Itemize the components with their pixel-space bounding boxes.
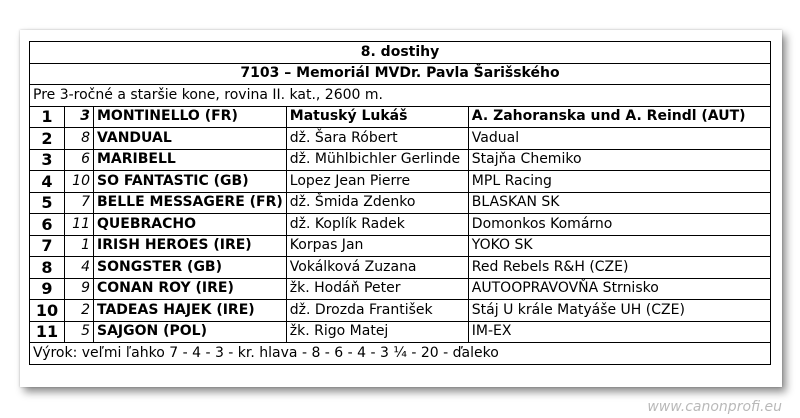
horse-name-cell: VANDUAL: [94, 128, 287, 150]
owner-cell: Stajňa Chemiko: [468, 149, 770, 171]
start-number-cell: 5: [65, 321, 94, 343]
result-row: [30, 235, 771, 257]
result-row: [30, 300, 771, 322]
position-cell: 2: [30, 128, 65, 150]
position-cell: 7: [30, 235, 65, 257]
start-number-cell: 10: [65, 171, 94, 193]
owner-cell: MPL Racing: [468, 171, 770, 193]
start-number-cell: 9: [65, 278, 94, 300]
result-row: [30, 192, 771, 214]
position-cell: 4: [30, 171, 65, 193]
race-name: 7103 – Memoriál MVDr. Pavla Šarišského: [30, 63, 771, 85]
jockey-cell: dž. Drozda František: [286, 300, 468, 322]
result-row: [30, 343, 771, 365]
owner-cell: Red Rebels R&H (CZE): [468, 257, 770, 279]
race-title: 8. dostihy: [30, 42, 771, 64]
horse-name-cell: BELLE MESSAGERE (FR): [94, 192, 287, 214]
owner-cell: Domonkos Komárno: [468, 214, 770, 236]
jockey-cell: Lopez Jean Pierre: [286, 171, 468, 193]
position-cell: 5: [30, 192, 65, 214]
owner-cell: Stáj U krále Matyáše UH (CZE): [468, 300, 770, 322]
result-row: [30, 257, 771, 279]
owner-cell: A. Zahoranska und A. Reindl (AUT): [468, 106, 770, 128]
jockey-cell: žk. Rigo Matej: [286, 321, 468, 343]
owner-cell: BLASKAN SK: [468, 192, 770, 214]
owner-cell: Vadual: [468, 128, 770, 150]
horse-name-cell: TADEAS HAJEK (IRE): [94, 300, 287, 322]
result-row: [30, 321, 771, 343]
position-cell: 6: [30, 214, 65, 236]
result-row: [30, 214, 771, 236]
start-number-cell: 6: [65, 149, 94, 171]
owner-cell: IM-EX: [468, 321, 770, 343]
watermark: www.canonprofi.eu: [647, 399, 782, 415]
start-number-cell: 1: [65, 235, 94, 257]
start-number-cell: 7: [65, 192, 94, 214]
start-number-cell: 11: [65, 214, 94, 236]
owner-cell: YOKO SK: [468, 235, 770, 257]
start-number-cell: 2: [65, 300, 94, 322]
horse-name-cell: CONAN ROY (IRE): [94, 278, 287, 300]
start-number-cell: 3: [65, 106, 94, 128]
position-cell: 8: [30, 257, 65, 279]
position-cell: 9: [30, 278, 65, 300]
jockey-cell: dž. Koplík Radek: [286, 214, 468, 236]
jockey-cell: Korpas Jan: [286, 235, 468, 257]
position-cell: 3: [30, 149, 65, 171]
owner-cell: AUTOOPRAVOVŇA Strnisko: [468, 278, 770, 300]
result-row: [30, 278, 771, 300]
position-cell: 1: [30, 106, 65, 128]
result-row: [30, 128, 771, 150]
result-row: [30, 149, 771, 171]
jockey-cell: dž. Šmida Zdenko: [286, 192, 468, 214]
position-cell: 10: [30, 300, 65, 322]
horse-name-cell: IRISH HEROES (IRE): [94, 235, 287, 257]
start-number-cell: 8: [65, 128, 94, 150]
horse-name-cell: SO FANTASTIC (GB): [94, 171, 287, 193]
jockey-cell: Vokálková Zuzana: [286, 257, 468, 279]
jockey-cell: dž. Šara Róbert: [286, 128, 468, 150]
jockey-cell: žk. Hodáň Peter: [286, 278, 468, 300]
result-row: [30, 106, 771, 128]
result-row: [30, 171, 771, 193]
race-results-table: [29, 41, 771, 365]
horse-name-cell: QUEBRACHO: [94, 214, 287, 236]
position-cell: 11: [30, 321, 65, 343]
jockey-cell: Matuský Lukáš: [286, 106, 468, 128]
race-verdict: Výrok: veľmi ľahko 7 - 4 - 3 - kr. hlava - 8 - 6 - 4 - 3 ¼ - 20 - ďaleko: [30, 343, 771, 365]
start-number-cell: 4: [65, 257, 94, 279]
horse-name-cell: MARIBELL: [94, 149, 287, 171]
horse-name-cell: MONTINELLO (FR): [94, 106, 287, 128]
horse-name-cell: SAJGON (POL): [94, 321, 287, 343]
horse-name-cell: SONGSTER (GB): [94, 257, 287, 279]
jockey-cell: dž. Mühlbichler Gerlinde: [286, 149, 468, 171]
race-conditions: Pre 3-ročné a staršie kone, rovina II. kat., 2600 m.: [30, 85, 771, 107]
